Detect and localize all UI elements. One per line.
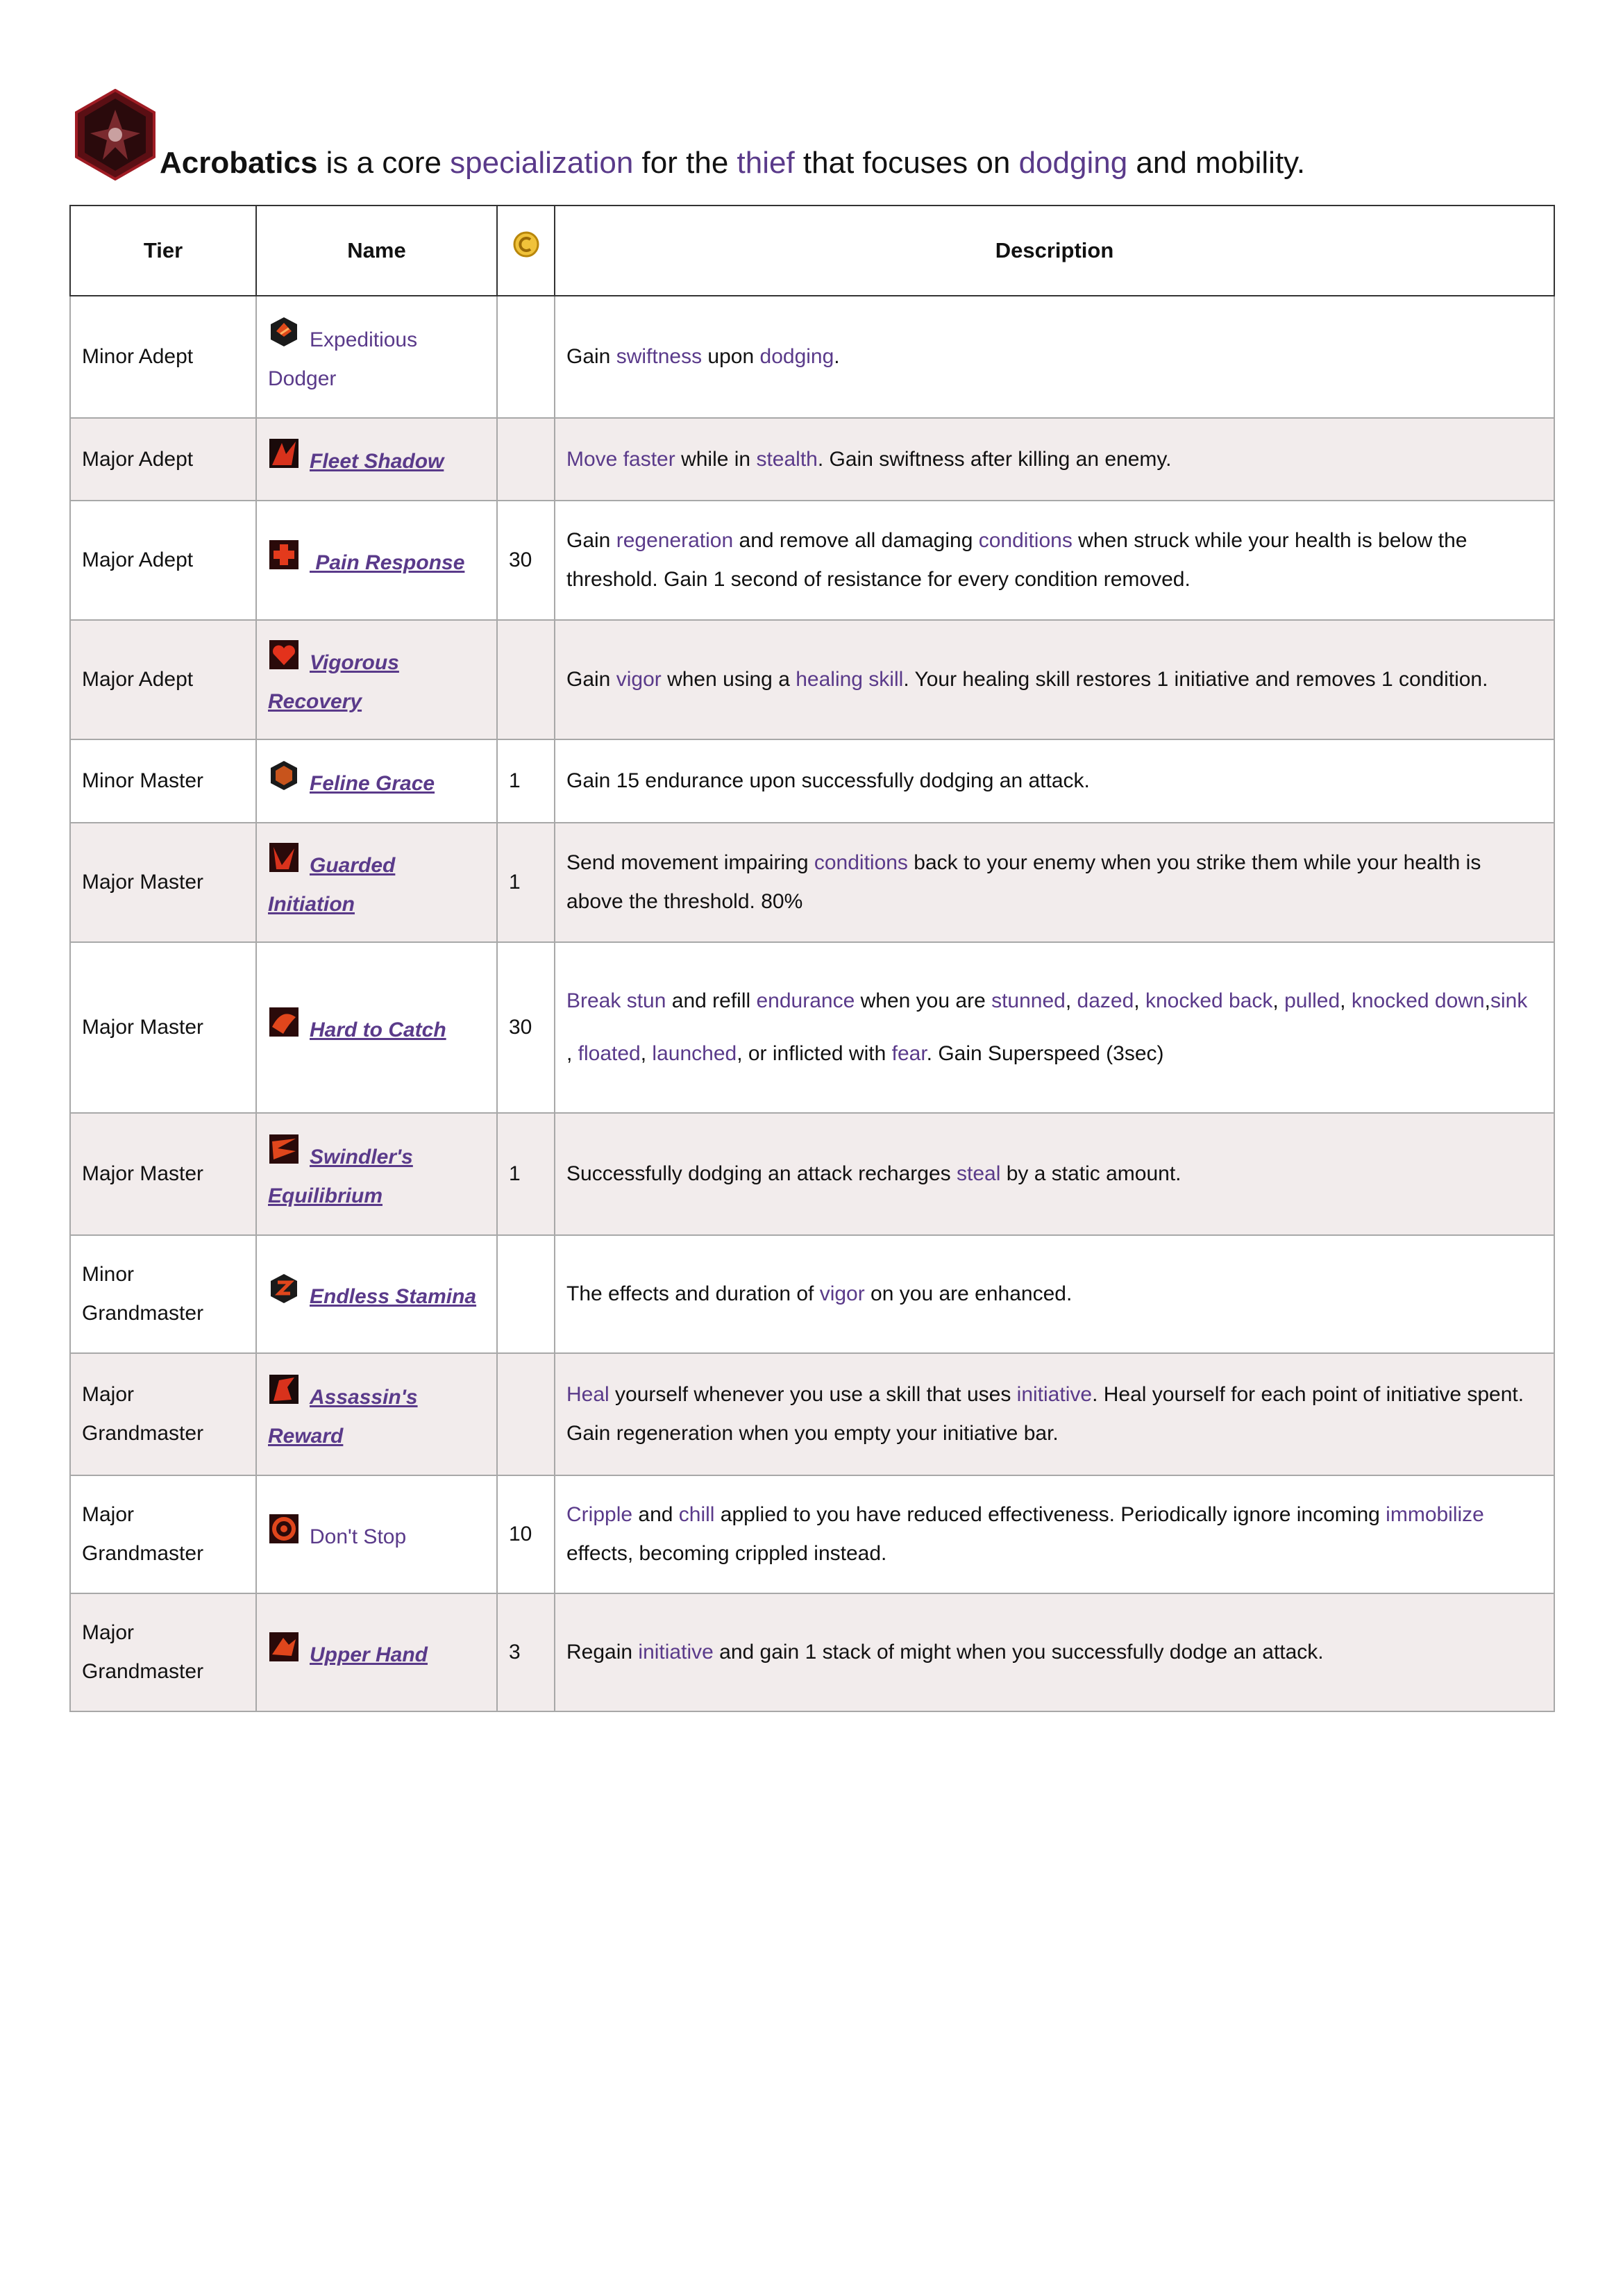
trait-name-link[interactable]: Endless Stamina (310, 1284, 477, 1308)
description-text: , (1065, 989, 1077, 1012)
description-link[interactable]: steal (957, 1162, 1001, 1185)
description-link[interactable]: floated (578, 1042, 641, 1065)
trait-cost (497, 1353, 555, 1475)
description-link[interactable]: stealth (756, 447, 818, 471)
description-text: Gain (566, 345, 616, 368)
table-row (70, 501, 1554, 620)
description-link[interactable]: Cripple (566, 1503, 633, 1526)
description-link[interactable]: vigor (819, 1282, 865, 1305)
header-tier: Tier (70, 206, 256, 296)
trait-description (555, 1235, 1554, 1353)
description-text: The effects and duration of (566, 1282, 820, 1305)
description-link[interactable]: dazed (1077, 989, 1134, 1012)
description-link[interactable]: knocked down (1351, 989, 1485, 1012)
description-link[interactable]: immobilize (1386, 1503, 1484, 1526)
table-row (70, 296, 1554, 418)
trait-cost: 1 (497, 823, 555, 942)
trait-tier: Minor Master (70, 739, 256, 823)
trait-cost: 3 (497, 1593, 555, 1711)
trait-name-cell (256, 1593, 497, 1711)
description-text: . Gain swiftness after killing an enemy. (817, 447, 1172, 471)
expeditious-dodger-icon (268, 316, 300, 348)
trait-name-cell (256, 1113, 497, 1235)
intro-block (69, 83, 1562, 194)
hard-to-catch-icon (268, 1006, 300, 1038)
upper-hand-icon (268, 1631, 300, 1663)
description-text: yourself whenever you use a skill that uses (609, 1383, 1017, 1406)
trait-cost: 1 (497, 1113, 555, 1235)
assassins-reward-icon (268, 1373, 300, 1405)
feline-grace-icon (268, 760, 300, 791)
description-link[interactable]: swiftness (616, 345, 703, 368)
description-link[interactable]: Heal (566, 1383, 609, 1406)
trait-cost (497, 296, 555, 418)
trait-cost: 30 (497, 501, 555, 620)
trait-cost: 10 (497, 1475, 555, 1593)
trait-name-cell (256, 942, 497, 1113)
trait-name-link[interactable]: Fleet Shadow (310, 450, 444, 473)
header-cost (497, 206, 555, 296)
trait-name-link[interactable]: Swindler's Equilibrium (268, 1145, 413, 1207)
description-text: when using a (661, 668, 796, 691)
description-link[interactable]: conditions (814, 851, 908, 874)
description-text: Send movement impairing (566, 851, 814, 874)
trait-name-link[interactable]: Upper Hand (310, 1643, 428, 1666)
description-text: Regain (566, 1641, 639, 1664)
table-row (70, 1353, 1554, 1475)
trait-tier: Major Grandmaster (70, 1353, 256, 1475)
trait-name-link[interactable]: Vigorous Recovery (268, 651, 399, 713)
trait-name-link[interactable]: Assassin's Reward (268, 1385, 418, 1448)
trait-name-cell (256, 1353, 497, 1475)
trait-name-link[interactable]: Expeditious Dodger (268, 328, 418, 390)
trait-description (555, 1353, 1554, 1475)
description-link[interactable]: dodging (759, 345, 834, 368)
trait-tier: Major Adept (70, 501, 256, 620)
description-link[interactable]: Move faster (566, 447, 675, 471)
table-row (70, 418, 1554, 501)
description-link[interactable]: endurance (756, 989, 855, 1012)
header-description: Description (555, 206, 1554, 296)
description-link[interactable]: fear (891, 1042, 927, 1065)
description-text: when you are (855, 989, 992, 1012)
table-row (70, 620, 1554, 739)
description-text: and refill (666, 989, 757, 1012)
link-specialization[interactable]: specialization (450, 146, 634, 180)
description-link[interactable]: chill (678, 1503, 715, 1526)
trait-tier: Major Master (70, 1113, 256, 1235)
trait-description (555, 418, 1554, 501)
trait-description (555, 296, 1554, 418)
description-text: . Heal yourself for each point of initiative spent. Gain regeneration when you empty your initiative bar. (566, 1383, 1524, 1445)
description-text: back to your enemy when you strike them while your health is above the threshold. 80% (566, 851, 1481, 913)
header-row (70, 206, 1554, 296)
fleet-shadow-icon (268, 437, 300, 469)
trait-description (555, 1593, 1554, 1711)
trait-description (555, 823, 1554, 942)
trait-description (555, 1113, 1554, 1235)
link-dodging[interactable]: dodging (1018, 146, 1128, 180)
description-text: , (640, 1042, 653, 1065)
description-text: effects, becoming crippled instead. (566, 1542, 887, 1565)
description-link[interactable]: vigor (616, 668, 662, 691)
traits-table (69, 205, 1555, 1712)
description-text: Gain (566, 668, 616, 691)
trait-tier: Major Master (70, 942, 256, 1113)
spec-name: Acrobatics (160, 146, 318, 180)
intro-text-4: and mobility. (1127, 146, 1306, 180)
trait-name-link[interactable]: Guarded Initiation (268, 853, 396, 916)
description-text: on you are enhanced. (864, 1282, 1073, 1305)
trait-name-link[interactable]: Don't Stop (310, 1525, 407, 1548)
table-row (70, 942, 1554, 1113)
intro-text-2: for the (633, 146, 737, 180)
description-text: , or inflicted with (737, 1042, 892, 1065)
header-name: Name (256, 206, 497, 296)
description-text: and (632, 1503, 679, 1526)
description-link[interactable]: initiative (638, 1641, 714, 1664)
trait-cost: 1 (497, 739, 555, 823)
vigorous-recovery-icon (268, 639, 300, 671)
trait-name-cell (256, 823, 497, 942)
trait-tier: Major Grandmaster (70, 1593, 256, 1711)
trait-name-cell (256, 1235, 497, 1353)
trait-cost (497, 1235, 555, 1353)
link-thief[interactable]: thief (737, 146, 795, 180)
description-link[interactable]: healing skill (796, 668, 904, 691)
description-text: when struck while your health is below the threshold. Gain 1 second of resistance for every condition removed. (566, 529, 1468, 591)
trait-description (555, 1475, 1554, 1593)
description-text: Gain 15 endurance upon successfully dodging an attack. (566, 769, 1090, 792)
description-text: . Your healing skill restores 1 initiative and removes 1 condition. (903, 668, 1488, 691)
description-link[interactable]: Break stun (566, 989, 666, 1012)
trait-tier: Minor Adept (70, 296, 256, 418)
trait-name-cell (256, 418, 497, 501)
description-text: . Gain Superspeed (3sec) (926, 1042, 1164, 1065)
description-text: applied to you have reduced effectiveness. Periodically ignore incoming (714, 1503, 1386, 1526)
description-link[interactable]: knocked back (1145, 989, 1273, 1012)
table-row (70, 1235, 1554, 1353)
intro-sentence (160, 146, 1305, 181)
trait-cost (497, 620, 555, 739)
description-link[interactable]: launched (652, 1042, 737, 1065)
description-text: and gain 1 stack of might when you successfully dodge an attack. (713, 1641, 1324, 1664)
description-text: , (1134, 989, 1145, 1012)
trait-name-link[interactable]: Hard to Catch (310, 1018, 446, 1041)
trait-name-cell (256, 296, 497, 418)
trait-name-cell (256, 620, 497, 739)
initiative-coin-icon (512, 231, 540, 258)
guarded-initiation-icon (268, 841, 300, 873)
table-row (70, 739, 1554, 823)
trait-name-cell (256, 739, 497, 823)
description-link[interactable]: initiative (1016, 1383, 1093, 1406)
trait-cost: 30 (497, 942, 555, 1113)
description-text: , (566, 1042, 578, 1065)
description-text: by a static amount. (1000, 1162, 1181, 1185)
swindlers-equilibrium-icon (268, 1133, 300, 1165)
trait-tier: Major Grandmaster (70, 1475, 256, 1593)
trait-description (555, 942, 1554, 1113)
table-row (70, 823, 1554, 942)
intro-text-3: that focuses on (794, 146, 1019, 180)
description-link[interactable]: conditions (978, 529, 1073, 552)
description-text: , (1340, 989, 1352, 1012)
description-text: Gain (566, 529, 616, 552)
description-link[interactable]: regeneration (616, 529, 734, 552)
description-link[interactable]: sink (1490, 989, 1528, 1012)
description-link[interactable]: pulled (1284, 989, 1340, 1012)
intro-text-1: is a core (317, 146, 451, 180)
description-link[interactable]: stunned (991, 989, 1066, 1012)
description-text: while in (675, 447, 757, 471)
dont-stop-icon (268, 1513, 300, 1545)
table-row (70, 1475, 1554, 1593)
table-row (70, 1113, 1554, 1235)
description-text: . (834, 345, 840, 368)
trait-name-cell (256, 1475, 497, 1593)
trait-name-cell (256, 501, 497, 620)
description-text: , (1484, 989, 1490, 1012)
trait-tier: Major Adept (70, 418, 256, 501)
table-row (70, 1593, 1554, 1711)
trait-description (555, 501, 1554, 620)
trait-tier: Major Master (70, 823, 256, 942)
description-continuation (566, 1034, 1542, 1073)
description-text: Successfully dodging an attack recharges (566, 1162, 957, 1185)
endless-stamina-icon (268, 1273, 300, 1305)
trait-tier: Minor Grandmaster (70, 1235, 256, 1353)
description-text: upon (702, 345, 760, 368)
trait-name-link[interactable]: Feline Grace (310, 771, 435, 795)
trait-description (555, 620, 1554, 739)
trait-tier: Major Adept (70, 620, 256, 739)
description-text: and remove all damaging (733, 529, 979, 552)
acrobatics-specialization-icon (74, 89, 157, 181)
description-text: , (1272, 989, 1285, 1012)
trait-description (555, 739, 1554, 823)
trait-name-link[interactable]: Pain Response (310, 551, 465, 574)
pain-response-icon (268, 539, 300, 571)
trait-cost (497, 418, 555, 501)
